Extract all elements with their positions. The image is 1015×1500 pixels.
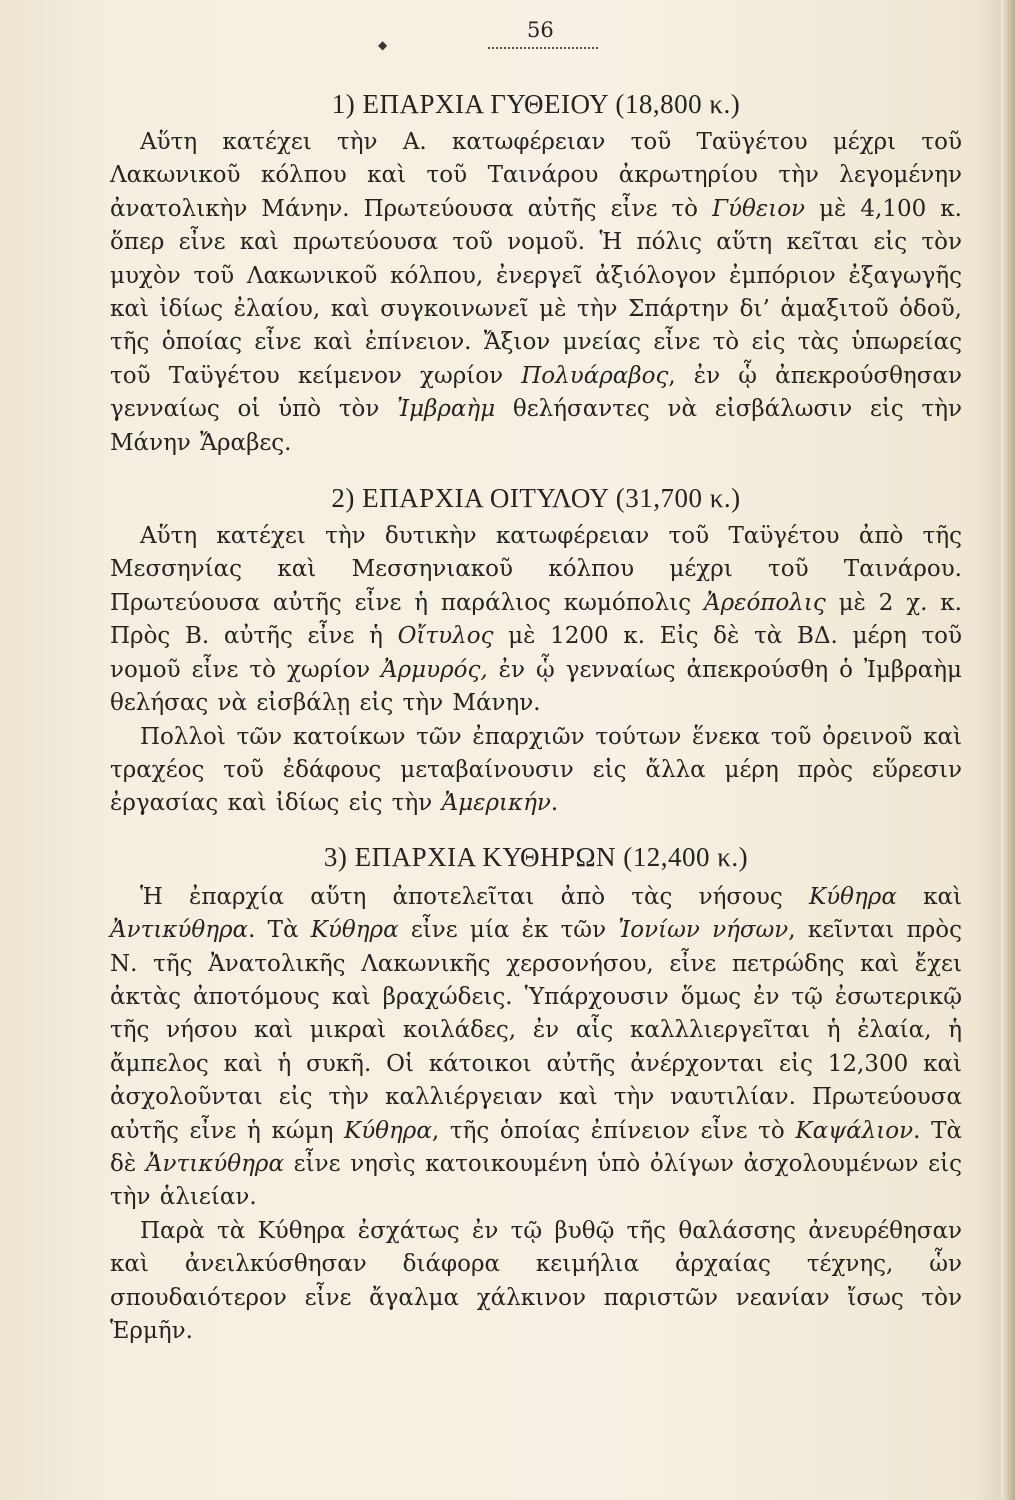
text-run: Πολλοὶ τῶν κατοίκων τῶν ἐπαρχιῶν τούτων ἕνεκα τοῦ ὀρεινοῦ καὶ τραχέος τοῦ ἐδάφους μεταβαίνουσιν εἰς ἄλλα μέρη πρὸς εὕρεσιν ἐργασίας καὶ ἰδίως εἰς τὴν bbox=[110, 723, 962, 817]
text-run: θελήσαντες νὰ εἰσβάλωσιν εἰς τὴν Μάνην Ἄραβες. bbox=[110, 396, 963, 456]
text-run: καὶ bbox=[896, 883, 962, 910]
text-run: ἐν ᾧ γενναίως ἀπεκρούσθη ὁ Ἰμβραὴμ θελήσας νὰ εἰσβάλῃ εἰς τὴν Μάνην. bbox=[110, 656, 962, 717]
italic-term: Ἀντικύθηρα bbox=[110, 917, 249, 944]
text-run: Ἡ ἐπαρχία αὕτη ἀποτελεῖται ἀπὸ τὰς νήσους bbox=[140, 883, 809, 910]
section-kythera bbox=[110, 837, 962, 1349]
italic-term: Καψάλιον bbox=[795, 1117, 914, 1144]
text-run: . Τὰ bbox=[248, 917, 311, 944]
section-heading: 1) ΕΠΑΡΧΙΑ ΓΥΘΕΙΟΥ (18,800 κ.) bbox=[331, 89, 741, 119]
italic-term: Κύθηρα bbox=[344, 1117, 432, 1144]
italic-term: Ἰονίων νήσων bbox=[618, 917, 789, 944]
section-gytheio bbox=[110, 84, 962, 460]
italic-term: Ἰμβραὴμ bbox=[397, 396, 496, 423]
paragraph bbox=[110, 721, 962, 821]
text-run: μὲ 1200 κ. Εἰς δὲ τὰ ΒΔ. μέρη τοῦ νομοῦ εἶνε τὸ χωρίον bbox=[110, 623, 962, 683]
header-rule bbox=[488, 47, 598, 49]
italic-term: Κύθηρα bbox=[809, 883, 897, 910]
italic-term: Κύθηρα bbox=[310, 917, 399, 944]
italic-term: Γύθειον bbox=[712, 195, 806, 222]
paragraph bbox=[110, 881, 962, 1215]
text-run: . bbox=[550, 790, 559, 817]
page-header bbox=[0, 16, 1015, 56]
italic-term: Οἴτυλος bbox=[397, 623, 494, 650]
text-run: μὲ 4,100 κ. ὅπερ εἶνε καὶ πρωτεύουσα τοῦ νομοῦ. Ἡ πόλις αὕτη κεῖται εἰς τὸν μυχὸν τοῦ Λακωνικοῦ κόλπου, ἐνεργεῖ ἀξιόλογον ἐμπόριον ἐξαγωγῆς καὶ ἰδίως ἐλαίου, καὶ συγκοινωνεῖ μὲ τὴν Σπάρτην δι’ ἁμαξιτοῦ ὁδοῦ, τῆς ὁποίας εἶνε καὶ ἐπίνειον. Ἄξιον μνείας εἶνε τὸ εἰς τὰς ὑπωρείας τοῦ Ταϋγέτου κείμενον χωρίον bbox=[110, 195, 962, 389]
text-run: Παρὰ τὰ Κύθηρα ἐσχάτως ἐν τῷ βυθῷ τῆς θαλάσσης ἀνευρέθησαν καὶ ἀνειλκύσθησαν διάφορα κειμήλια ἀρχαίας τέχνης, ὧν σπουδαιότερον εἶνε ἄγαλμα χάλκινον παριστῶν νεανίαν ἴσως τὸν Ἑρμῆν. bbox=[110, 1217, 962, 1344]
text-run: , τῆς ὁποίας ἐπίνειον εἶνε τὸ bbox=[431, 1117, 796, 1144]
section-heading: 3) ΕΠΑΡΧΙΑ ΚΥΘΗΡΩΝ (12,400 κ.) bbox=[323, 841, 749, 872]
text-run: . Τὰ δὲ bbox=[110, 1117, 962, 1177]
section-heading: 2) ΕΠΑΡΧΙΑ ΟΙΤΥΛΟΥ (31,700 κ.) bbox=[331, 483, 741, 514]
italic-term: Ἀρμυρός, bbox=[381, 656, 488, 683]
paragraph bbox=[110, 126, 962, 460]
text-run: , κεῖνται πρὸς Ν. τῆς Ἀνατολικῆς Λακωνικῆς χερσονήσου, εἶνε πετρώδης καὶ ἔχει ἀκτὰς ἀποτόμους καὶ βραχώδεις. Ὑπάρχουσιν ὅμως ἐν τῷ ἐσωτερικῷ τῆς νήσου καὶ μικραὶ κοιλάδες, ἐν αἷς καλλλιεργεῖται ἡ ἐλαία, ἡ ἄμπελος καὶ ἡ συκῆ. Οἱ κάτοικοι αὐτῆς ἀνέρχονται εἰς 12,300 καὶ ἀσχολοῦνται εἰς τὴν καλλιέργειαν καὶ τὴν ναυτιλίαν. Πρωτεύουσα αὐτῆς εἶνε ἡ κώμη bbox=[110, 917, 962, 1144]
paragraph bbox=[110, 1215, 962, 1349]
page-edge bbox=[1001, 0, 1015, 1500]
section-oitylo bbox=[110, 478, 962, 821]
text-run: Αὕτη κατέχει τὴν Α. κατωφέρειαν τοῦ Ταϋγέτου μέχρι τοῦ Λακωνικοῦ κόλπου καὶ τοῦ Ταινάρου ἀκρωτηρίου τὴν λεγομένην ἀνατολικὴν Μάνην. Πρωτεύουσα αὐτῆς εἶνε τὸ bbox=[110, 129, 962, 222]
italic-term: Ἀρεόπολις bbox=[703, 589, 826, 616]
page-content bbox=[110, 80, 962, 1348]
italic-term: Ἀμερικήν bbox=[441, 790, 551, 817]
page-number: 56 bbox=[527, 18, 554, 42]
italic-term: Πολυάραβος bbox=[521, 362, 669, 389]
text-run: μὲ 2 χ. κ. Πρὸς Β. αὐτῆς εἶνε ἡ bbox=[110, 589, 962, 650]
ink-blot-mark: ◆ bbox=[378, 38, 388, 52]
text-run: , ἐν ᾧ ἀπεκρούσθησαν γενναίως οἱ ὑπὸ τὸν bbox=[110, 362, 962, 423]
text-run: Αὕτη κατέχει τὴν δυτικὴν κατωφέρειαν τοῦ Ταϋγέτου ἀπὸ τῆς Μεσσηνίας καὶ Μεσσηνιακοῦ κόλπου μέχρι τοῦ Ταινάρου. Πρωτεύουσα αὐτῆς εἶνε ἡ παράλιος κωμόπολις bbox=[110, 523, 962, 616]
text-run: εἶνε μία ἐκ τῶν bbox=[398, 917, 619, 944]
text-run: εἶνε νησὶς κατοικουμένη ὑπὸ ὀλίγων ἀσχολουμένων εἰς τὴν ἁλιείαν. bbox=[110, 1150, 962, 1211]
paragraph bbox=[110, 520, 962, 720]
italic-term: Ἀντικύθηρα bbox=[145, 1150, 284, 1177]
